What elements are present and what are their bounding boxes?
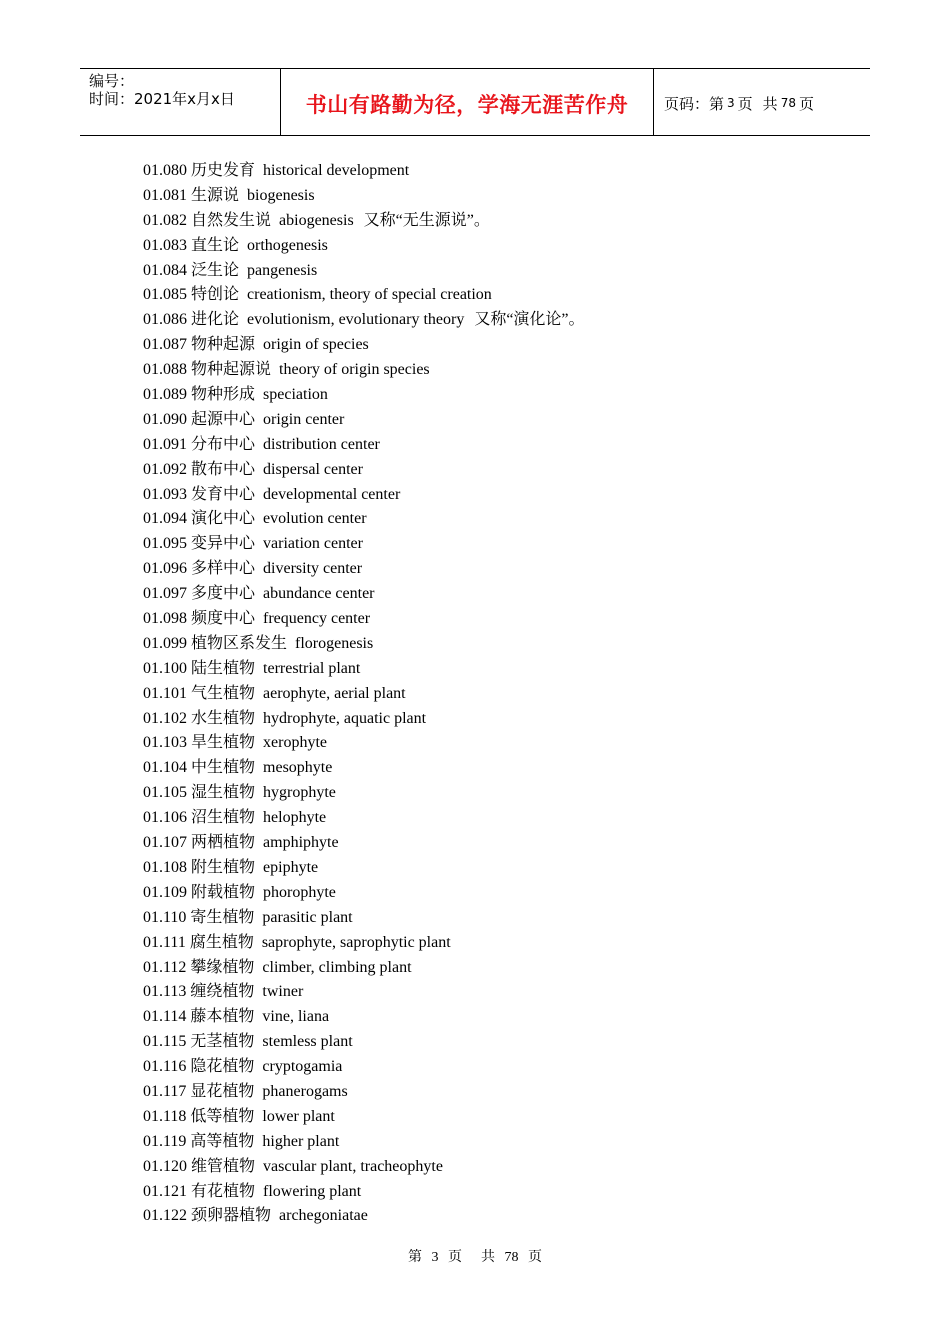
entry-chinese-term: 颈卵器植物: [191, 1207, 272, 1225]
glossary-entry: [143, 159, 585, 184]
glossary-entry: [143, 881, 585, 906]
entry-code: 01.090: [143, 410, 187, 428]
glossary-entry: [143, 358, 585, 383]
entry-english-term: terrestrial plant: [263, 659, 361, 677]
glossary-entry: [143, 956, 585, 981]
glossary-entry: [143, 557, 585, 582]
entry-code: 01.082: [143, 211, 187, 229]
entry-chinese-term: 寄生植物: [190, 908, 255, 926]
entry-code: 01.083: [143, 236, 187, 254]
entry-english-term: abundance center: [263, 585, 375, 603]
entry-english-term: mesophyte: [263, 759, 333, 777]
entry-english-term: variation center: [263, 535, 363, 553]
entry-english-term: archegoniatae: [279, 1207, 368, 1225]
entry-english-term: diversity center: [263, 560, 363, 578]
entry-english-term: helophyte: [263, 809, 327, 827]
glossary-entry: [143, 682, 585, 707]
serial-label: 编号：: [89, 72, 135, 90]
glossary-entry: [143, 433, 585, 458]
entry-english-term: phorophyte: [263, 883, 336, 901]
entry-chinese-term: 频度中心: [191, 610, 256, 628]
entry-code: 01.094: [143, 510, 187, 528]
header-page-total: 78: [780, 96, 796, 110]
entry-english-term: florogenesis: [295, 634, 374, 652]
entry-english-term: lower plant: [262, 1107, 335, 1125]
entry-english-term: vine, liana: [262, 1008, 330, 1026]
glossary-entry: [143, 458, 585, 483]
entry-english-term: creationism, theory of special creation: [247, 286, 492, 304]
entry-code: 01.102: [143, 709, 187, 727]
glossary-entry: [143, 657, 585, 682]
entry-chinese-term: 陆生植物: [191, 659, 256, 677]
entry-chinese-term: 缠绕植物: [190, 983, 255, 1001]
glossary-entry: [143, 756, 585, 781]
entry-code: 01.096: [143, 560, 187, 578]
entry-english-term: abiogenesis: [279, 211, 354, 229]
entry-code: 01.095: [143, 535, 187, 553]
entry-code: 01.103: [143, 734, 187, 752]
glossary-entry: [143, 184, 585, 209]
entry-chinese-term: 两栖植物: [191, 834, 256, 852]
entry-chinese-term: 显花植物: [190, 1082, 255, 1100]
entry-code: 01.098: [143, 610, 187, 628]
glossary-entry: [143, 259, 585, 284]
entry-code: 01.106: [143, 809, 187, 827]
header-page-prefix: 页码：第: [664, 94, 725, 113]
entry-code: 01.089: [143, 386, 187, 404]
entry-english-term: aerophyte, aerial plant: [263, 684, 406, 702]
entry-chinese-term: 起源中心: [191, 410, 256, 428]
entry-chinese-term: 散布中心: [191, 460, 256, 478]
entry-chinese-term: 沼生植物: [191, 809, 256, 827]
entry-chinese-term: 植物区系发生: [191, 634, 288, 652]
header-page-mid: 页: [737, 94, 753, 113]
entry-code: 01.088: [143, 361, 187, 379]
glossary-entry: [143, 980, 585, 1005]
time-label: 时间：2021年x月x日: [89, 90, 235, 108]
glossary-entry: [143, 483, 585, 508]
entry-english-term: climber, climbing plant: [262, 958, 412, 976]
glossary-list: [143, 159, 585, 1229]
entry-english-term: evolutionism, evolutionary theory: [247, 311, 465, 329]
entry-english-term: biogenesis: [247, 186, 315, 204]
entry-chinese-term: 有花植物: [191, 1182, 256, 1200]
entry-code: 01.105: [143, 784, 187, 802]
entry-chinese-term: 特创论: [191, 286, 240, 304]
footer-total-prefix: 共: [481, 1250, 495, 1265]
entry-english-term: higher plant: [262, 1132, 340, 1150]
entry-english-term: developmental center: [263, 485, 401, 503]
glossary-entry: [143, 1155, 585, 1180]
glossary-entry: [143, 1080, 585, 1105]
entry-english-term: xerophyte: [263, 734, 327, 752]
entry-code: 01.101: [143, 684, 187, 702]
entry-chinese-term: 直生论: [191, 236, 240, 254]
glossary-entry: [143, 1130, 585, 1155]
entry-code: 01.113: [143, 983, 187, 1001]
entry-english-term: historical development: [263, 162, 410, 179]
entry-code: 01.112: [143, 958, 187, 976]
glossary-entry: [143, 283, 585, 308]
entry-code: 01.119: [143, 1132, 187, 1150]
entry-code: 01.080: [143, 162, 187, 179]
entry-chinese-term: 分布中心: [191, 435, 256, 453]
footer-total-pages: 78: [504, 1250, 519, 1265]
entry-english-term: cryptogamia: [262, 1058, 343, 1076]
entry-chinese-term: 水生植物: [191, 709, 256, 727]
footer-suffix: 页: [528, 1250, 542, 1265]
entry-english-term: origin center: [263, 410, 345, 428]
entry-code: 01.087: [143, 336, 187, 354]
entry-code: 01.099: [143, 634, 187, 652]
entry-code: 01.115: [143, 1033, 187, 1051]
footer-current-page: 3: [431, 1250, 439, 1265]
entry-chinese-term: 高等植物: [190, 1132, 255, 1150]
entry-english-term: twiner: [262, 983, 304, 1001]
entry-chinese-term: 隐花植物: [190, 1058, 255, 1076]
entry-english-term: theory of origin species: [279, 361, 430, 379]
entry-chinese-term: 变异中心: [191, 535, 256, 553]
entry-chinese-term: 中生植物: [191, 759, 256, 777]
entry-chinese-term: 附载植物: [191, 883, 256, 901]
entry-chinese-term: 附生植物: [191, 858, 256, 876]
entry-code: 01.084: [143, 261, 187, 279]
entry-code: 01.081: [143, 186, 187, 204]
glossary-entry: [143, 582, 585, 607]
entry-english-term: origin of species: [263, 336, 369, 354]
glossary-entry: [143, 1055, 585, 1080]
entry-code: 01.100: [143, 659, 187, 677]
entry-chinese-term: 旱生植物: [191, 734, 256, 752]
glossary-entry: [143, 1204, 585, 1229]
glossary-entry: [143, 383, 585, 408]
entry-english-term: pangenesis: [247, 261, 318, 279]
glossary-entry: [143, 532, 585, 557]
entry-code: 01.097: [143, 585, 187, 603]
glossary-entry: [143, 731, 585, 756]
entry-chinese-term: 泛生论: [191, 261, 240, 279]
entry-english-term: amphiphyte: [263, 834, 339, 852]
entry-code: 01.116: [143, 1058, 187, 1076]
entry-chinese-term: 多样中心: [191, 560, 256, 578]
entry-code: 01.085: [143, 286, 187, 304]
entry-english-term: parasitic plant: [262, 908, 353, 926]
entry-chinese-term: 攀缘植物: [190, 958, 255, 976]
entry-code: 01.108: [143, 858, 187, 876]
entry-english-term: hydrophyte, aquatic plant: [263, 709, 427, 727]
entry-code: 01.091: [143, 435, 187, 453]
entry-code: 01.117: [143, 1082, 187, 1100]
entry-english-term: speciation: [263, 386, 328, 404]
entry-code: 01.110: [143, 908, 187, 926]
entry-note: 又称“演化论”。: [474, 311, 585, 329]
entry-code: 01.092: [143, 460, 187, 478]
entry-chinese-term: 气生植物: [191, 684, 256, 702]
entry-english-term: flowering plant: [263, 1182, 362, 1200]
glossary-entry: [143, 234, 585, 259]
footer-mid: 页: [448, 1250, 462, 1265]
glossary-entry: [143, 781, 585, 806]
entry-chinese-term: 物种起源说: [191, 361, 272, 379]
footer-prefix: 第: [408, 1250, 422, 1265]
entry-code: 01.109: [143, 883, 187, 901]
header-meta: [80, 69, 281, 135]
entry-code: 01.093: [143, 485, 187, 503]
entry-english-term: phanerogams: [262, 1082, 348, 1100]
entry-code: 01.122: [143, 1207, 187, 1225]
entry-code: 01.107: [143, 834, 187, 852]
entry-english-term: vascular plant, tracheophyte: [263, 1157, 443, 1175]
glossary-entry: [143, 1005, 585, 1030]
entry-chinese-term: 维管植物: [191, 1157, 256, 1175]
entry-chinese-term: 湿生植物: [191, 784, 256, 802]
entry-english-term: distribution center: [263, 435, 380, 453]
entry-english-term: stemless plant: [262, 1033, 353, 1051]
glossary-entry: [143, 308, 585, 333]
entry-code: 01.121: [143, 1182, 187, 1200]
entry-note: 又称“无生源说”。: [363, 211, 490, 229]
glossary-entry: [143, 507, 585, 532]
entry-chinese-term: 多度中心: [191, 585, 256, 603]
glossary-entry: [143, 333, 585, 358]
glossary-entry: [143, 1105, 585, 1130]
entry-english-term: hygrophyte: [263, 784, 336, 802]
entry-chinese-term: 自然发生说: [191, 211, 272, 229]
entry-chinese-term: 进化论: [191, 311, 240, 329]
header-page-suffix: 页: [798, 94, 814, 113]
entry-code: 01.120: [143, 1157, 187, 1175]
entry-chinese-term: 历史发育: [191, 162, 256, 179]
glossary-entry: [143, 806, 585, 831]
entry-code: 01.104: [143, 759, 187, 777]
entry-chinese-term: 低等植物: [190, 1107, 255, 1125]
entry-english-term: epiphyte: [263, 858, 319, 876]
glossary-entry: [143, 707, 585, 732]
page-header: [80, 68, 870, 136]
entry-code: 01.114: [143, 1008, 187, 1026]
glossary-entry: [143, 1030, 585, 1055]
entry-english-term: dispersal center: [263, 460, 363, 478]
entry-chinese-term: 生源说: [191, 186, 240, 204]
entry-english-term: evolution center: [263, 510, 367, 528]
glossary-entry: [143, 408, 585, 433]
glossary-entry: [143, 856, 585, 881]
header-page-indicator: [654, 69, 870, 135]
glossary-entry: [143, 906, 585, 931]
entry-chinese-term: 藤本植物: [190, 1008, 255, 1026]
entry-chinese-term: 无茎植物: [190, 1033, 255, 1051]
glossary-entry: [143, 607, 585, 632]
entry-english-term: frequency center: [263, 610, 371, 628]
header-page-current: 3: [727, 96, 735, 110]
entry-chinese-term: 发育中心: [191, 485, 256, 503]
glossary-entry: [143, 632, 585, 657]
entry-chinese-term: 演化中心: [191, 510, 256, 528]
entry-chinese-term: 腐生植物: [189, 933, 254, 951]
glossary-entry: [143, 209, 585, 234]
page-footer: [0, 1246, 950, 1266]
glossary-entry: [143, 831, 585, 856]
glossary-entry: [143, 931, 585, 956]
header-motto: 书山有路勤为径，学海无涯苦作舟: [281, 69, 654, 135]
entry-code: 01.086: [143, 311, 187, 329]
glossary-entry: [143, 1180, 585, 1205]
header-page-total-prefix: 共: [762, 94, 778, 113]
entry-english-term: saprophyte, saprophytic plant: [261, 933, 451, 951]
entry-code: 01.111: [143, 933, 186, 951]
entry-english-term: orthogenesis: [247, 236, 328, 254]
entry-chinese-term: 物种形成: [191, 386, 256, 404]
entry-code: 01.118: [143, 1107, 187, 1125]
entry-chinese-term: 物种起源: [191, 336, 256, 354]
